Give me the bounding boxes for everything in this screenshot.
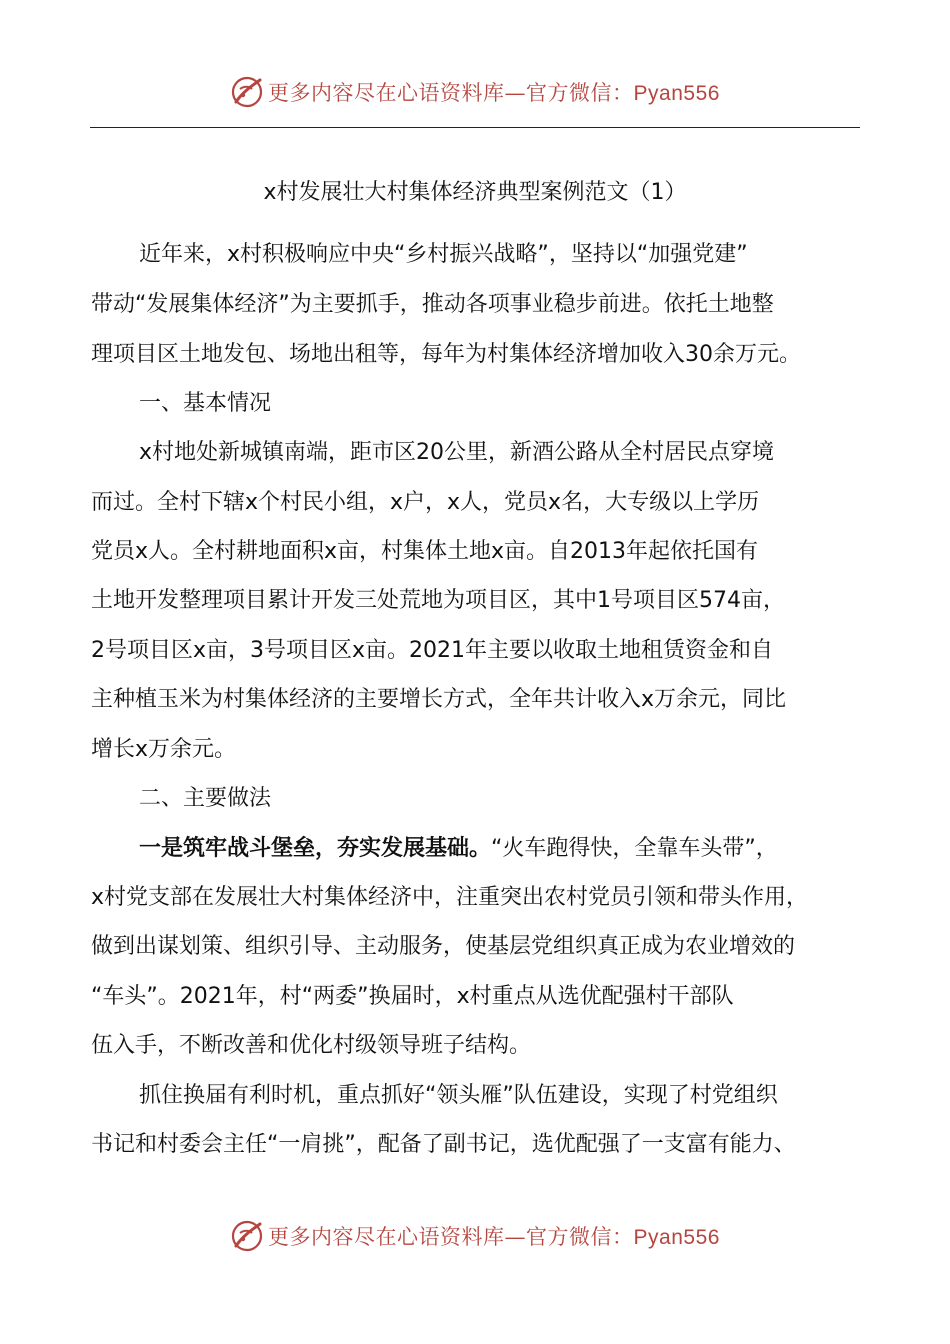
paragraph-line: 2号项目区x亩，3号项目区x亩。2021年主要以收取土地租赁资金和自 bbox=[91, 638, 774, 663]
paragraph-line: 党员x人。全村耕地面积x亩，村集体土地x亩。自2013年起依托国有 bbox=[91, 539, 759, 564]
paragraph-line: 近年来，x村积极响应中央“乡村振兴战略”，坚持以“加强党建” bbox=[139, 242, 748, 267]
section-heading: 一、基本情况 bbox=[139, 391, 272, 416]
paragraph-line: x村党支部在发展壮大村集体经济中，注重突出农村党员引领和带头作用， bbox=[91, 885, 809, 910]
paragraph-line bbox=[139, 833, 778, 865]
paragraph-line: 带动“发展集体经济”为主要抓手，推动各项事业稳步前进。依托土地整 bbox=[91, 292, 774, 317]
section-heading: 二、主要做法 bbox=[139, 786, 272, 811]
document-title: x村发展壮大村集体经济典型案例范文（1） bbox=[263, 180, 687, 205]
paragraph-line: 主种植玉米为村集体经济的主要增长方式，全年共计收入x万余元，同比 bbox=[91, 687, 787, 712]
watermark-banner-top bbox=[0, 72, 950, 112]
paragraph-line: x村地处新城镇南端，距市区20公里，新酒公路从全村居民点穿境 bbox=[139, 440, 775, 465]
paragraph-line: 做到出谋划策、组织引导、主动服务，使基层党组织真正成为农业增效的 bbox=[91, 934, 796, 959]
bold-lead-text: 一是筑牢战斗堡垒，夯实发展基础。 bbox=[139, 836, 492, 861]
header-divider bbox=[90, 127, 860, 128]
paragraph-line: 书记和村委会主任“一肩挑”，配备了副书记，选优配强了一支富有能力、 bbox=[91, 1132, 796, 1157]
paragraph-line: “车头”。2021年，村“两委”换届时，x村重点从选优配强村干部队 bbox=[91, 984, 734, 1009]
paragraph-line: 伍入手，不断改善和优化村级领导班子结构。 bbox=[91, 1033, 532, 1058]
paragraph-line: 增长x万余元。 bbox=[91, 737, 237, 762]
logo-icon bbox=[230, 1219, 264, 1253]
watermark-text: 更多内容尽在心语资料库—官方微信：Pyan556 bbox=[268, 1225, 720, 1249]
watermark-banner-bottom bbox=[0, 1216, 950, 1256]
paragraph-line: 抓住换届有利时机，重点抓好“领头雁”队伍建设，实现了村党组织 bbox=[139, 1083, 778, 1108]
paragraph-line: 土地开发整理项目累计开发三处荒地为项目区，其中1号项目区574亩， bbox=[91, 588, 785, 613]
logo-icon bbox=[230, 75, 264, 109]
paragraph-line: 而过。全村下辖x个村民小组，x户，x人，党员x名，大专级以上学历 bbox=[91, 490, 760, 515]
paragraph-line: 理项目区土地发包、场地出租等，每年为村集体经济增加收入30余万元。 bbox=[91, 342, 801, 367]
quote-text: “火车跑得快，全靠车头带”， bbox=[491, 836, 778, 861]
watermark-text: 更多内容尽在心语资料库—官方微信：Pyan556 bbox=[268, 81, 720, 105]
